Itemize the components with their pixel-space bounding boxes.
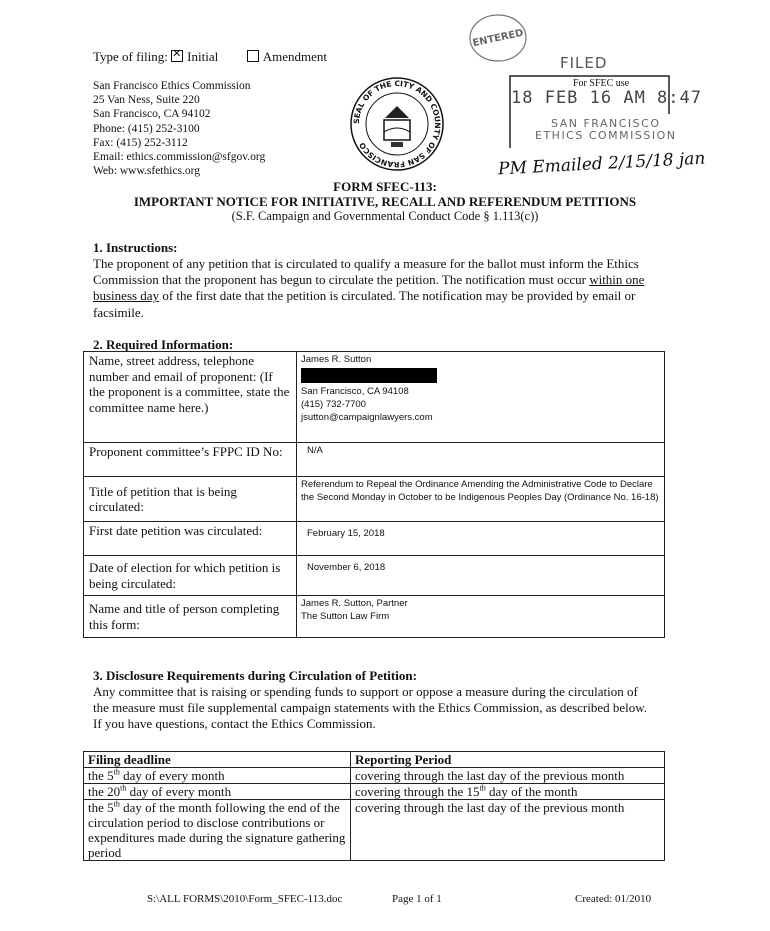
initial-label: Initial [187, 49, 219, 64]
email: Email: ethics.commission@sfgov.org [93, 151, 266, 164]
election-date-label: Date of election for which petition is being circulated: [84, 556, 297, 596]
received-date-stamp: 18 FEB 16 AM 8:47 [511, 88, 702, 108]
commission-stamp [535, 118, 677, 142]
table-row [84, 784, 665, 800]
election-date-value[interactable]: November 6, 2018 [297, 556, 665, 596]
stamp-sf-line1: SAN FRANCISCO [551, 117, 661, 130]
proponent-label: Name, street address, telephone number and email of proponent: (If the proponent is a committee, state the committee name here.) [84, 352, 297, 443]
first-date-label: First date petition was circulated: [84, 522, 297, 556]
table-row [84, 443, 665, 477]
deadline-cell: the 20th day of every month [84, 784, 351, 800]
amendment-label: Amendment [262, 49, 327, 64]
web: Web: www.sfethics.org [93, 165, 201, 178]
proponent-city: San Francisco, CA 94108 [301, 386, 409, 397]
petition-title-value[interactable]: Referendum to Repeal the Ordinance Amending the Administrative Code to Declare the Second Monday in October to be Indigenous Peoples Day (Ordinance No. 16-18) [297, 477, 665, 522]
proponent-phone: (415) 732-7700 [301, 399, 366, 410]
city-seal-icon [349, 76, 445, 172]
proponent-email: jsutton@campaignlawyers.com [301, 412, 433, 423]
footer-created: Created: 01/2010 [575, 893, 652, 905]
table-row [84, 768, 665, 784]
period-cell: covering through the 15th day of the month [351, 784, 665, 800]
entered-text: ENTERED [471, 27, 525, 50]
code-reference: (S.F. Campaign and Governmental Conduct Code § 1.113(c)) [231, 209, 539, 223]
table-row [84, 477, 665, 522]
phone: Phone: (415) 252-3100 [93, 122, 200, 135]
required-info-heading: 2. Required Information: [93, 337, 234, 352]
disclosure-text: Any committee that is raising or spending funds to support or oppose a measure during the circulation of the measure must file supplemental campaign statements with the Ethics Commission, as described below. If you have questions, contact the Ethics Commission. [93, 684, 648, 732]
filing-deadlines-table [83, 751, 665, 861]
instructions-text [93, 256, 653, 321]
period-cell: covering through the last day of the previous month [351, 800, 665, 861]
commission-address [93, 79, 265, 178]
svg-text:SEAL OF THE CITY AND COUNTY OF [352, 79, 442, 169]
period-cell: covering through the last day of the previous month [351, 768, 665, 784]
table-row [84, 596, 665, 638]
org-name: San Francisco Ethics Commission [93, 80, 251, 92]
footer-page: Page 1 of 1 [392, 893, 442, 905]
table-row [84, 800, 665, 861]
handwritten-note: PM Emailed 2/15/18 jan [497, 148, 706, 180]
fax: Fax: (415) 252-3112 [93, 136, 188, 149]
instructions-heading: 1. Instructions: [93, 240, 178, 255]
spec-use-label: For SFEC use [573, 78, 630, 89]
initial-checkbox[interactable] [171, 50, 183, 62]
completer-value[interactable] [297, 596, 665, 638]
proponent-name: James R. Sutton [301, 354, 372, 365]
filed-label: FILED [560, 54, 608, 72]
city: San Francisco, CA 94102 [93, 108, 211, 121]
form-number: FORM SFEC-113: [333, 179, 437, 194]
deadline-cell: the 5th day of every month [84, 768, 351, 784]
first-date-value[interactable]: February 15, 2018 [297, 522, 665, 556]
disclosure-heading: 3. Disclosure Requirements during Circulation of Petition: [93, 668, 417, 683]
filing-label: Type of filing: [93, 49, 168, 64]
col-reporting-period: Reporting Period [351, 752, 665, 768]
entered-stamp [467, 12, 529, 64]
table-row [84, 352, 665, 443]
instructions-text-a: The proponent of any petition that is circulated to qualify a measure for the ballot must inform the Ethics Commission that the proponent has begun to circulate the petition. The notification must occur [93, 256, 639, 288]
deadline-cell: the 5th day of the month following the end of the circulation period to disclose contributions or expenditures made during the signature gathering period [84, 800, 351, 861]
table-row [84, 556, 665, 596]
fppc-label: Proponent committee’s FPPC ID No: [84, 443, 297, 477]
instructions-deadline: within one business day [93, 272, 645, 304]
type-of-filing [93, 49, 327, 65]
fppc-value[interactable]: N/A [297, 443, 665, 477]
stamp-sf-line2: ETHICS COMMISSION [535, 129, 677, 142]
col-filing-deadline: Filing deadline [84, 752, 351, 768]
table-row [84, 522, 665, 556]
form-title: IMPORTANT NOTICE FOR INITIATIVE, RECALL AND REFERENDUM PETITIONS [133, 194, 637, 209]
completer-name: James R. Sutton, Partner [301, 598, 408, 609]
required-info-table [83, 351, 665, 638]
completer-label: Name and title of person completing this form: [84, 596, 297, 638]
instructions-text-b: of the first date that the petition is circulated. The notification may be provided by email or facsimile. [93, 288, 636, 320]
petition-title-label: Title of petition that is being circulated: [84, 477, 297, 522]
seal-text: SEAL OF THE CITY AND COUNTY OF SAN FRANCISCO [351, 78, 443, 170]
street: 25 Van Ness, Suite 220 [93, 94, 200, 107]
proponent-value[interactable] [297, 352, 665, 443]
amendment-checkbox[interactable] [247, 50, 259, 62]
table-header-row [84, 752, 665, 768]
footer-file-path: S:\ALL FORMS\2010\Form_SFEC-113.doc [147, 893, 343, 905]
completer-firm: The Sutton Law Firm [301, 611, 390, 622]
redacted-address [301, 368, 437, 383]
